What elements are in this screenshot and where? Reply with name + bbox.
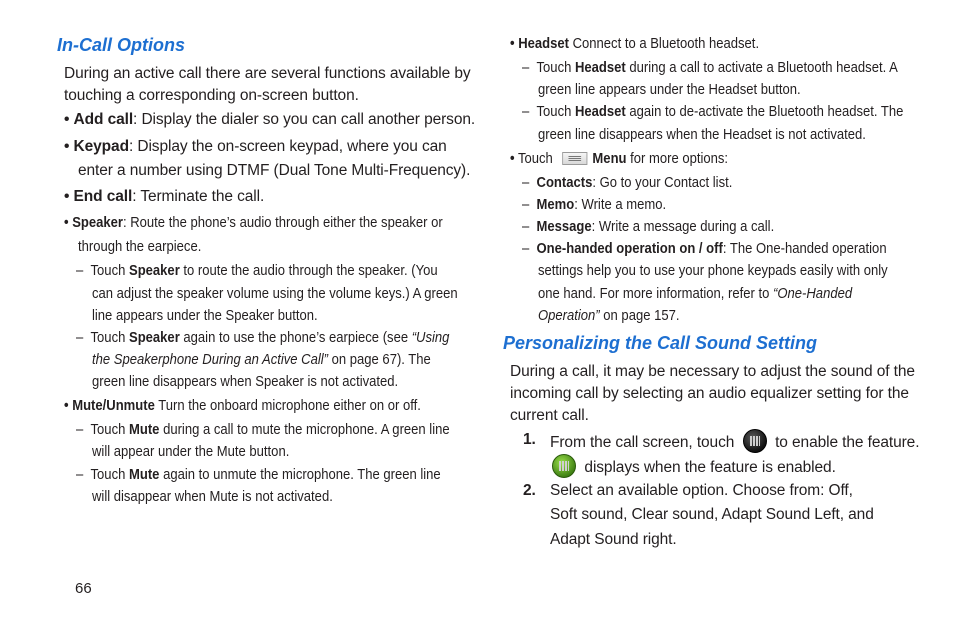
headset-label: Headset	[518, 36, 569, 52]
mute-sub1-post: during a call to mute the microphone. A green line	[159, 422, 450, 438]
step-2-line-3: Adapt Sound right.	[550, 531, 677, 548]
step-1-number: 1.	[523, 431, 536, 448]
one-handed-line4-post: on page 157.	[599, 308, 680, 324]
menu-icon	[562, 152, 587, 165]
dash: –	[76, 330, 84, 346]
menu-sub-one-handed	[522, 241, 887, 257]
equalizer-icon	[743, 429, 767, 453]
bullet-glyph: •	[510, 151, 515, 167]
menu-pre: Touch	[517, 151, 557, 167]
mute-sub1-pre: Touch	[90, 422, 129, 438]
speaker-sub2-post: again to use the phone’s earpiece (see	[179, 330, 412, 346]
bullet-end-call	[64, 188, 264, 206]
speaker-sub2-italic-1: “Using	[411, 330, 450, 346]
add-call-label: Add call	[73, 111, 134, 128]
speaker-sub-2	[76, 330, 449, 346]
intro-line-1: During an active call there are several functions available by	[64, 65, 471, 82]
equalizer-active-icon	[552, 454, 576, 478]
speaker-sub2-bold: Speaker	[128, 330, 180, 346]
para-line-1: During a call, it may be necessary to adjust the sound of the	[510, 363, 915, 380]
one-handed-line-4	[538, 308, 679, 324]
bullet-keypad	[64, 138, 447, 156]
step1-pre: From the call screen, touch	[550, 434, 735, 452]
section-heading-call-sound: Personalizing the Call Sound Setting	[503, 333, 818, 353]
headset-sub1-post: during a call to activate a Bluetooth headset. A	[625, 60, 898, 76]
dash: –	[76, 467, 84, 483]
headset-sub-1	[522, 60, 898, 76]
mute-sub2-pre: Touch	[90, 467, 129, 483]
end-call-text: : Terminate the call.	[132, 188, 265, 205]
menu-sub-message	[522, 219, 774, 235]
dash: –	[522, 197, 530, 213]
contacts-post: : Go to your Contact list.	[592, 175, 733, 191]
one-handed-italic-1: “One-Handed	[773, 286, 853, 302]
dash: –	[522, 241, 530, 257]
bullet-glyph: •	[64, 398, 69, 414]
page-number: 66	[75, 580, 92, 597]
mute-sub-2	[76, 467, 441, 483]
para-line-3: current call.	[510, 407, 589, 424]
speaker-sub2-post-2: on page 67). The	[328, 352, 431, 368]
speaker-sub1-line-3: line appears under the Speaker button.	[92, 308, 318, 324]
one-handed-post: : The One-handed operation	[722, 241, 887, 257]
one-handed-bold: One-handed operation on / off	[536, 241, 723, 257]
section-heading-in-call-options: In-Call Options	[57, 35, 185, 55]
headset-text: Connect to a Bluetooth headset.	[568, 36, 760, 52]
bullet-glyph: •	[64, 215, 69, 231]
one-handed-italic-2: Operation”	[538, 308, 600, 324]
add-call-text: : Display the dialer so you can call another person.	[133, 111, 476, 128]
keypad-text-line-2: enter a number using DTMF (Dual Tone Multi-Frequency).	[78, 162, 471, 179]
keypad-text: : Display the on-screen keypad, where you can	[128, 138, 447, 155]
headset-sub2-line-2: green line disappears when the Headset is not activated.	[538, 127, 866, 143]
bullet-glyph: •	[64, 111, 70, 128]
end-call-label: End call	[73, 188, 133, 205]
bullet-headset	[510, 36, 759, 52]
speaker-sub1-line-2: can adjust the speaker volume using the volume keys.) A green	[92, 286, 458, 302]
menu-bold: Menu	[592, 151, 627, 167]
menu-sub-contacts	[522, 175, 732, 191]
speaker-text: : Route the phone’s audio through either the speaker or	[122, 215, 443, 231]
bullet-glyph: •	[510, 36, 515, 52]
step1-line2: displays when the feature is enabled.	[584, 459, 836, 477]
speaker-text-line-2: through the earpiece.	[78, 239, 202, 255]
message-bold: Message	[536, 219, 592, 235]
bullet-glyph: •	[64, 188, 70, 205]
speaker-sub2-line-2	[92, 352, 431, 368]
speaker-sub1-post: to route the audio through the speaker. (You	[179, 263, 438, 279]
bullet-add-call	[64, 111, 475, 129]
bullet-mute	[64, 398, 421, 414]
bullet-menu	[510, 151, 728, 167]
headset-sub2-post: again to de-activate the Bluetooth headset. The	[625, 104, 904, 120]
headset-sub1-bold: Headset	[574, 60, 626, 76]
intro-line-2: touching a corresponding on-screen button.	[64, 87, 359, 104]
step-2-line-2: Soft sound, Clear sound, Adapt Sound Left, and	[550, 506, 874, 523]
mute-text: Turn the onboard microphone either on or off.	[154, 398, 421, 414]
speaker-sub1-pre: Touch	[90, 263, 129, 279]
dash: –	[76, 263, 84, 279]
speaker-sub2-italic-2: the Speakerphone During an Active Call”	[92, 352, 329, 368]
step-1-line-1	[550, 431, 919, 455]
mute-sub2-line-2: will disappear when Mute is not activated.	[92, 489, 333, 505]
dash: –	[76, 422, 84, 438]
para-line-2: incoming call by selecting an audio equalizer setting for the	[510, 385, 909, 402]
one-handed-line-2: settings help you to use your phone keypads easily with only	[538, 263, 888, 279]
dash: –	[522, 175, 530, 191]
one-handed-line-3	[538, 286, 852, 302]
step-2-number: 2.	[523, 482, 536, 499]
speaker-label: Speaker	[72, 215, 123, 231]
dash: –	[522, 219, 530, 235]
contacts-bold: Contacts	[536, 175, 593, 191]
headset-sub-2	[522, 104, 903, 120]
keypad-label: Keypad	[73, 138, 129, 155]
step1-post: to enable the feature.	[775, 434, 920, 452]
message-post: : Write a message during a call.	[591, 219, 775, 235]
one-handed-line3-pre: one hand. For more information, refer to	[538, 286, 774, 302]
mute-sub2-bold: Mute	[128, 467, 160, 483]
menu-post: for more options:	[626, 151, 729, 167]
step-2-line-1: Select an available option. Choose from: Off,	[550, 482, 853, 499]
bullet-glyph: •	[64, 138, 70, 155]
speaker-sub-1	[76, 263, 438, 279]
dash: –	[522, 104, 530, 120]
headset-sub2-bold: Headset	[574, 104, 626, 120]
mute-sub1-line-2: will appear under the Mute button.	[92, 444, 290, 460]
mute-sub2-post: again to unmute the microphone. The green line	[159, 467, 441, 483]
speaker-sub1-bold: Speaker	[128, 263, 180, 279]
speaker-sub2-line-3: green line disappears when Speaker is not activated.	[92, 374, 399, 390]
mute-sub-1	[76, 422, 450, 438]
menu-sub-memo	[522, 197, 666, 213]
mute-label: Mute/Unmute	[72, 398, 155, 414]
headset-sub2-pre: Touch	[536, 104, 575, 120]
mute-sub1-bold: Mute	[128, 422, 160, 438]
memo-bold: Memo	[536, 197, 575, 213]
memo-post: : Write a memo.	[574, 197, 667, 213]
dash: –	[522, 60, 530, 76]
headset-sub1-pre: Touch	[536, 60, 575, 76]
speaker-sub2-pre: Touch	[90, 330, 129, 346]
bullet-speaker	[64, 215, 443, 231]
headset-sub1-line-2: green line appears under the Headset button.	[538, 82, 801, 98]
step-1-line-2	[552, 456, 836, 480]
